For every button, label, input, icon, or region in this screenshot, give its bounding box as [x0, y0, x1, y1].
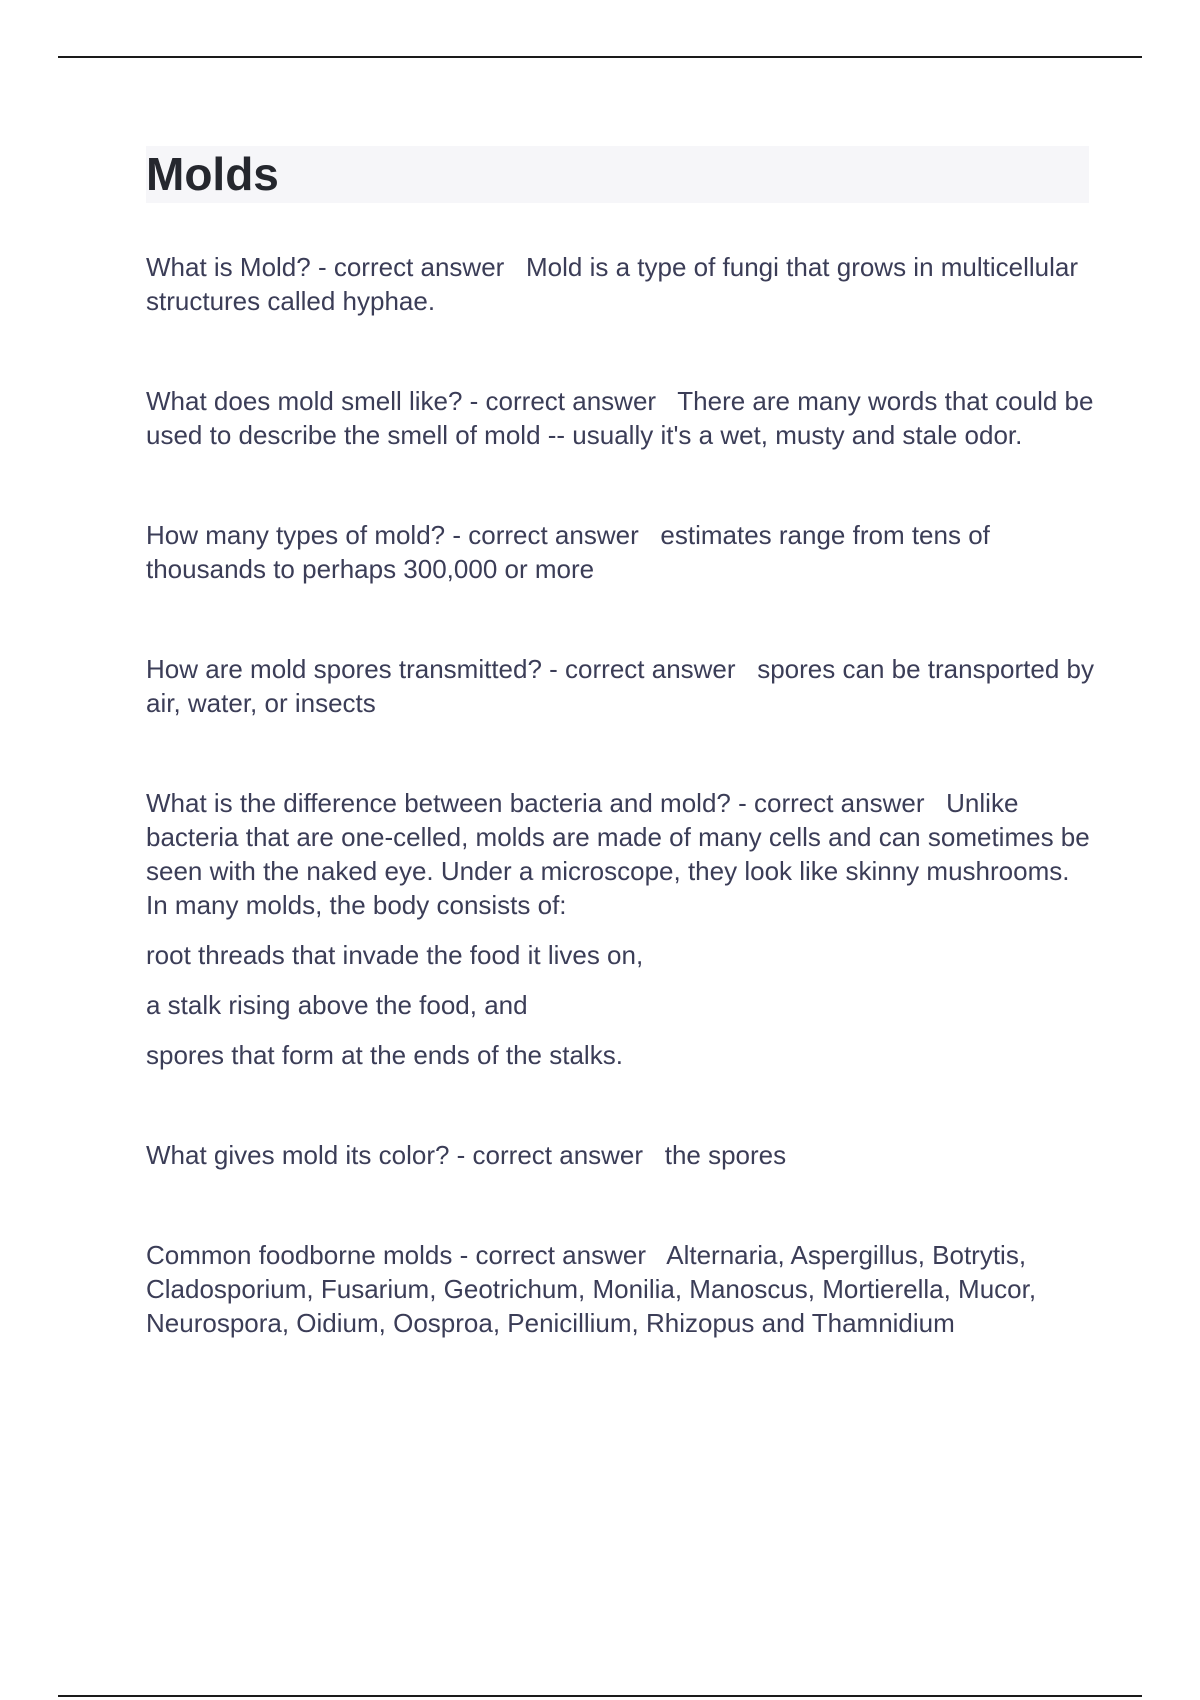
- question-text: What is the difference between bacteria and mold? - correct answer: [146, 788, 925, 818]
- bottom-rule: [58, 1695, 1142, 1697]
- qa-item-difference: [146, 786, 1096, 1072]
- list-item: a stalk rising above the food, and: [146, 990, 528, 1020]
- answer-text: Mold is a type of fungi that grows in multicellular structures called hyphae.: [146, 252, 1079, 316]
- question-text: What gives mold its color? - correct answer: [146, 1140, 644, 1170]
- document-body: [146, 250, 1096, 1340]
- question-text: How many types of mold? - correct answer: [146, 520, 639, 550]
- question-text: What does mold smell like? - correct answer: [146, 386, 657, 416]
- answer-text: Unlike bacteria that are one-celled, molds are made of many cells and can sometimes be seen with the naked eye. Under a microscope, they look like skinny mushrooms. In many molds, the body consists of:: [146, 788, 1090, 920]
- qa-difference-text: [146, 786, 1096, 922]
- answer-text: There are many words that could be used to describe the smell of mold -- usually it's a wet, musty and stale odor.: [146, 386, 1094, 450]
- qa-item-transmission: [146, 652, 1096, 720]
- qa-item-color: [146, 1138, 1096, 1172]
- qa-item-foodborne: [146, 1238, 1096, 1340]
- answer-text: Alternaria, Aspergillus, Botrytis, Cladosporium, Fusarium, Geotrichum, Monilia, Manoscus, Mortierella, Mucor, Neurospora, Oidium, Oosproa, Penicillium, Rhizopus and Thamnidium: [146, 1240, 1037, 1338]
- qa-item-smell: [146, 384, 1096, 452]
- question-text: What is Mold? - correct answer: [146, 252, 505, 282]
- qa-item-mold: [146, 250, 1096, 318]
- top-rule: [58, 56, 1142, 58]
- title-band: [146, 146, 1089, 203]
- question-text: Common foodborne molds - correct answer: [146, 1240, 646, 1270]
- question-text: How are mold spores transmitted? - correct answer: [146, 654, 736, 684]
- list-item: root threads that invade the food it lives on,: [146, 940, 644, 970]
- answer-text: the spores: [664, 1140, 787, 1170]
- list-item: spores that form at the ends of the stalks.: [146, 1040, 623, 1070]
- mold-body-parts-list: [146, 938, 1096, 1072]
- qa-item-types: [146, 518, 1096, 586]
- answer-text: estimates range from tens of thousands to perhaps 300,000 or more: [146, 520, 990, 584]
- page-title: Molds: [146, 148, 279, 200]
- answer-text: spores can be transported by air, water, or insects: [146, 654, 1094, 718]
